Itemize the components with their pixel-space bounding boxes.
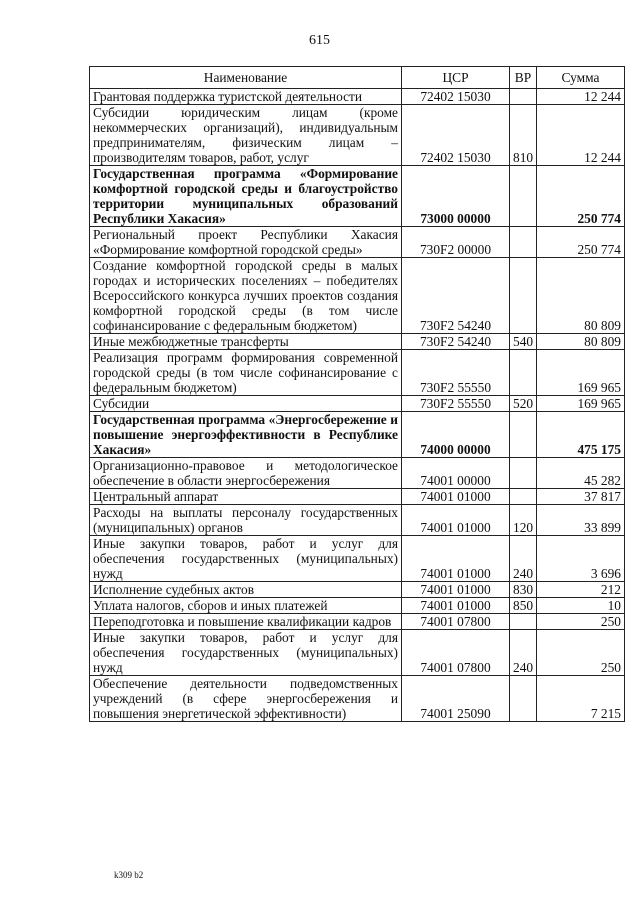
cell-name: Региональный проект Республики Хакасия «Формирование комфортной городской среды»: [90, 227, 402, 258]
cell-vr: 520: [510, 396, 537, 412]
cell-sum: 7 215: [537, 676, 625, 722]
cell-sum: 45 282: [537, 458, 625, 489]
table-row: [90, 227, 625, 258]
cell-csr: 74001 01000: [402, 598, 510, 614]
table-row: [90, 536, 625, 582]
cell-name: Субсидии юридическим лицам (кроме некоммерческих организаций), индивидуальным предпринимателям, физическим лицам – производителям товаров, работ, услуг: [90, 105, 402, 166]
cell-vr: 240: [510, 536, 537, 582]
table-body: [90, 89, 625, 722]
cell-name: Государственная программа «Энергосбережение и повышение энергоэффективности в Республике Хакасия»: [90, 412, 402, 458]
header-sum: Сумма: [537, 67, 625, 89]
cell-vr: 120: [510, 505, 537, 536]
footer-code: k309 b2: [114, 870, 144, 880]
table-row: [90, 412, 625, 458]
cell-vr: [510, 350, 537, 396]
header-vr: ВР: [510, 67, 537, 89]
cell-vr: 240: [510, 630, 537, 676]
table-row: [90, 166, 625, 227]
cell-csr: 72402 15030: [402, 105, 510, 166]
cell-name: Государственная программа «Формирование комфортной городской среды и благоустройство территории муниципальных образований Республики Хакасия»: [90, 166, 402, 227]
cell-csr: 74001 01000: [402, 582, 510, 598]
cell-vr: [510, 227, 537, 258]
cell-sum: 37 817: [537, 489, 625, 505]
cell-vr: [510, 458, 537, 489]
cell-csr: 73000 00000: [402, 166, 510, 227]
cell-csr: 72402 15030: [402, 89, 510, 105]
cell-csr: 74001 01000: [402, 536, 510, 582]
cell-vr: [510, 258, 537, 334]
cell-sum: 33 899: [537, 505, 625, 536]
cell-csr: 730F2 54240: [402, 258, 510, 334]
cell-sum: 80 809: [537, 258, 625, 334]
cell-vr: 830: [510, 582, 537, 598]
cell-name: Уплата налогов, сборов и иных платежей: [90, 598, 402, 614]
cell-sum: 3 696: [537, 536, 625, 582]
cell-vr: [510, 166, 537, 227]
cell-name: Создание комфортной городской среды в малых городах и исторических поселениях – победителях Всероссийского конкурса лучших проектов создания комфортной городской среды (в том числе софинансирование с федеральным бюджетом): [90, 258, 402, 334]
cell-csr: 730F2 55550: [402, 350, 510, 396]
cell-csr: 730F2 00000: [402, 227, 510, 258]
cell-csr: 74001 00000: [402, 458, 510, 489]
cell-sum: 250: [537, 614, 625, 630]
cell-csr: 74001 01000: [402, 505, 510, 536]
cell-name: Реализация программ формирования современной городской среды (в том числе софинансирование с федеральным бюджетом): [90, 350, 402, 396]
cell-vr: [510, 614, 537, 630]
table-row: [90, 89, 625, 105]
cell-sum: 250 774: [537, 227, 625, 258]
cell-vr: [510, 89, 537, 105]
table-row: [90, 676, 625, 722]
cell-name: Иные закупки товаров, работ и услуг для обеспечения государственных (муниципальных) нужд: [90, 536, 402, 582]
cell-name: Расходы на выплаты персоналу государственных (муниципальных) органов: [90, 505, 402, 536]
cell-name: Организационно-правовое и методологическое обеспечение в области энергосбережения: [90, 458, 402, 489]
table-row: [90, 105, 625, 166]
cell-csr: 74001 07800: [402, 630, 510, 676]
header-name: Наименование: [90, 67, 402, 89]
cell-vr: 540: [510, 334, 537, 350]
table-header-row: [90, 67, 625, 89]
cell-csr: 74000 00000: [402, 412, 510, 458]
cell-sum: 169 965: [537, 396, 625, 412]
cell-name: Иные закупки товаров, работ и услуг для обеспечения государственных (муниципальных) нужд: [90, 630, 402, 676]
table-row: [90, 598, 625, 614]
cell-name: Иные межбюджетные трансферты: [90, 334, 402, 350]
table-row: [90, 614, 625, 630]
page-number: 615: [309, 33, 330, 48]
cell-vr: 850: [510, 598, 537, 614]
table-row: [90, 489, 625, 505]
cell-vr: [510, 676, 537, 722]
table-row: [90, 258, 625, 334]
cell-csr: 74001 01000: [402, 489, 510, 505]
cell-sum: 12 244: [537, 89, 625, 105]
cell-name: Субсидии: [90, 396, 402, 412]
cell-name: Переподготовка и повышение квалификации кадров: [90, 614, 402, 630]
cell-sum: 169 965: [537, 350, 625, 396]
cell-name: Исполнение судебных актов: [90, 582, 402, 598]
cell-name: Грантовая поддержка туристской деятельности: [90, 89, 402, 105]
table-row: [90, 505, 625, 536]
cell-sum: 212: [537, 582, 625, 598]
cell-sum: 250 774: [537, 166, 625, 227]
cell-sum: 80 809: [537, 334, 625, 350]
cell-vr: [510, 489, 537, 505]
table-row: [90, 396, 625, 412]
table-row: [90, 582, 625, 598]
table-row: [90, 630, 625, 676]
table-row: [90, 350, 625, 396]
table-row: [90, 458, 625, 489]
cell-sum: 250: [537, 630, 625, 676]
cell-sum: 12 244: [537, 105, 625, 166]
cell-vr: [510, 412, 537, 458]
cell-csr: 730F2 54240: [402, 334, 510, 350]
cell-csr: 730F2 55550: [402, 396, 510, 412]
cell-name: Обеспечение деятельности подведомственных учреждений (в сфере энергосбережения и повышения энергетической эффективности): [90, 676, 402, 722]
cell-csr: 74001 07800: [402, 614, 510, 630]
header-csr: ЦСР: [402, 67, 510, 89]
budget-table: [89, 66, 625, 722]
cell-vr: 810: [510, 105, 537, 166]
cell-sum: 10: [537, 598, 625, 614]
cell-name: Центральный аппарат: [90, 489, 402, 505]
cell-sum: 475 175: [537, 412, 625, 458]
table-row: [90, 334, 625, 350]
cell-csr: 74001 25090: [402, 676, 510, 722]
